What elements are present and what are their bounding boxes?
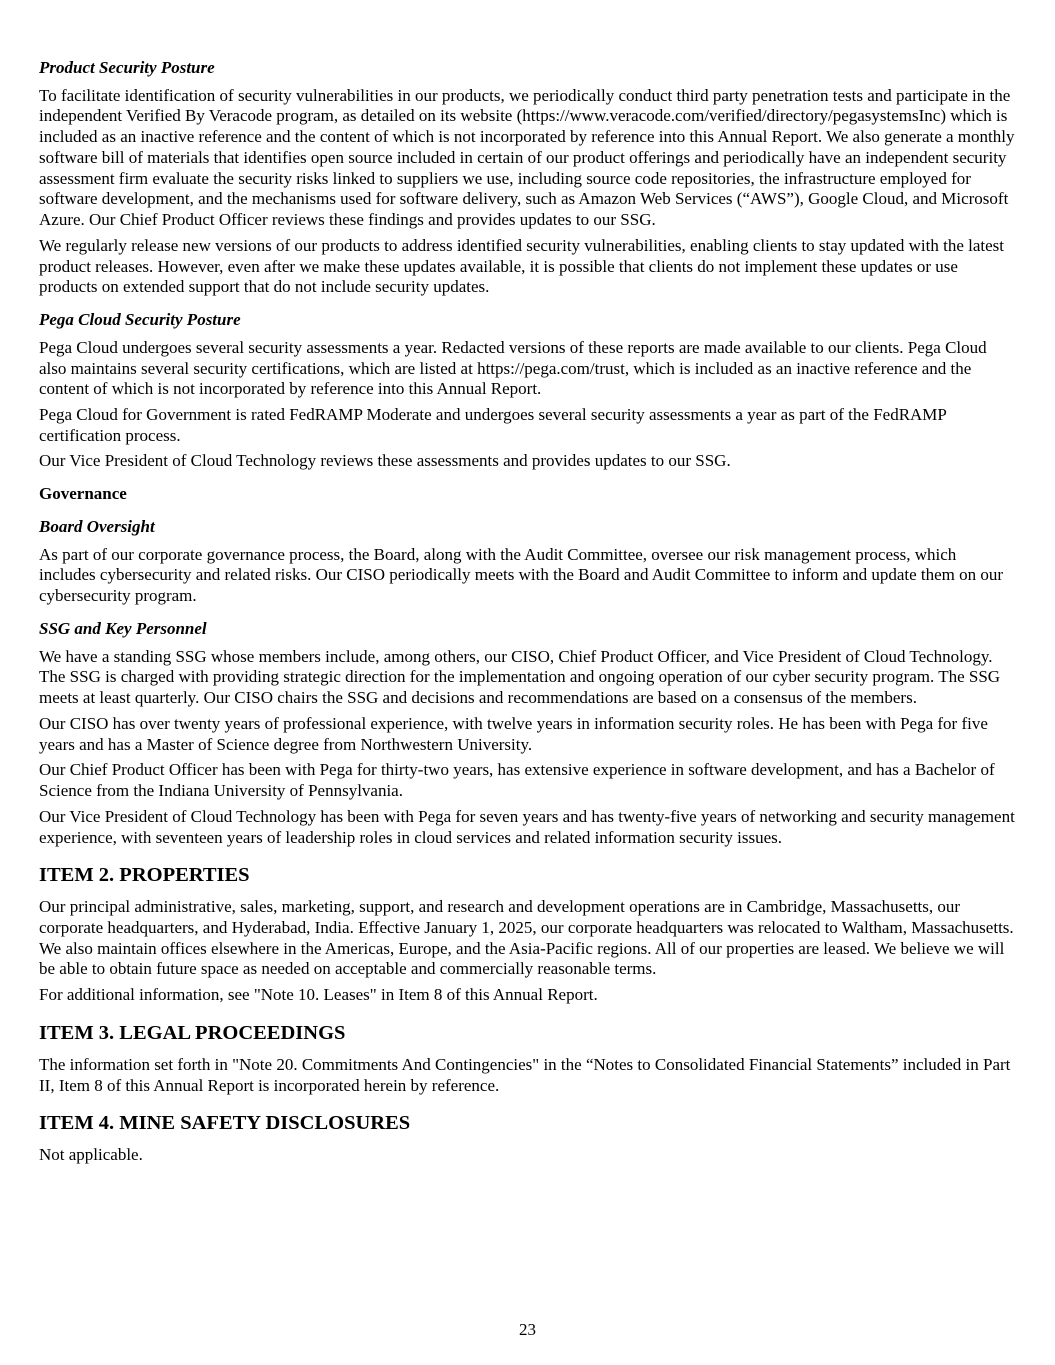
paragraph-pega-cloud-1: Pega Cloud undergoes several security assessments a year. Redacted versions of these reports are made available to our clients. Pega Cloud also maintains several security certifications, which are listed at https://pega.com/trust, which is included as an inactive reference and the content of which is not incorporated by reference into this Annual Report.: [39, 337, 987, 399]
paragraph-board-oversight: As part of our corporate governance process, the Board, along with the Audit Committee, oversee our risk management process, which includes cybersecurity and related risks. Our CISO periodically meets with the Board and Audit Committee to inform and update them on our cybersecurity program.: [39, 544, 1004, 606]
heading-item-3-legal-proceedings: ITEM 3. LEGAL PROCEEDINGS: [39, 1021, 346, 1044]
paragraph-product-security-1: To facilitate identification of security vulnerabilities in our products, we periodically conduct third party penetration tests and participate in the independent Verified By Veracode program, as detailed on its website (https://www.veracode.com/verified/directory/pegasystemsInc) which is included as an inactive reference and the content of which is not incorporated by reference into this Annual Report. We also generate a monthly software bill of materials that identifies open source included in certain of our product offerings and periodically have an independent security assessment firm evaluate the security risks linked to suppliers we use, including source code repositories, the infrastructure employed for software development, and the mechanisms used for software delivery, such as Amazon Web Services (“AWS”), Google Cloud, and Microsoft Azure. Our Chief Product Officer reviews these findings and provides updates to our SSG.: [39, 85, 1015, 230]
paragraph-properties-1: Our principal administrative, sales, marketing, support, and research and development operations are in Cambridge, Massachusetts, our corporate headquarters, and Hyderabad, India. Effective January 1, 2025, our corporate headquarters was relocated to Waltham, Massachusetts. We also maintain offices elsewhere in the Americas, Europe, and the Asia-Pacific regions. All of our properties are leased. We believe we will be able to obtain future space as needed on acceptable and commercially reasonable terms.: [39, 897, 1014, 979]
paragraph-pega-cloud-2: Pega Cloud for Government is rated FedRAMP Moderate and undergoes several security assessments a year as part of the FedRAMP certification process.: [39, 405, 947, 445]
heading-governance: Governance: [39, 484, 127, 504]
heading-ssg-key-personnel: SSG and Key Personnel: [39, 618, 207, 638]
paragraph-properties-2: For additional information, see "Note 10. Leases" in Item 8 of this Annual Report.: [39, 985, 598, 1005]
paragraph-legal-proceedings: The information set forth in "Note 20. Commitments And Contingencies" in the “Notes to Consolidated Financial Statements” included in Part II, Item 8 of this Annual Report is incorporated herein by reference.: [39, 1054, 1011, 1095]
paragraph-ssg-4: Our Vice President of Cloud Technology has been with Pega for seven years and has twenty-five years of networking and security management experience, with seventeen years of leadership roles in cloud services and related information security issues.: [39, 806, 1015, 847]
paragraph-pega-cloud-3: Our Vice President of Cloud Technology reviews these assessments and provides updates to our SSG.: [39, 451, 731, 471]
paragraph-product-security-2: We regularly release new versions of our products to address identified security vulnerabilities, enabling clients to stay updated with the latest product releases. However, even after we make these updates available, it is possible that clients do not implement these updates or use products on extended support that do not include security updates.: [39, 235, 1004, 297]
paragraph-ssg-2: Our CISO has over twenty years of professional experience, with twelve years in information security roles. He has been with Pega for five years and has a Master of Science degree from Northwestern University.: [39, 713, 988, 754]
page-number: 23: [519, 1320, 536, 1340]
paragraph-ssg-3: Our Chief Product Officer has been with Pega for thirty-two years, has extensive experience in software development, and has a Bachelor of Science from the Indiana University of Pennsylvania.: [39, 760, 995, 801]
heading-item-4-mine-safety: ITEM 4. MINE SAFETY DISCLOSURES: [39, 1112, 411, 1135]
heading-pega-cloud-security-posture: Pega Cloud Security Posture: [39, 310, 241, 330]
heading-board-oversight: Board Oversight: [39, 516, 155, 536]
paragraph-ssg-1: We have a standing SSG whose members include, among others, our CISO, Chief Product Officer, and Vice President of Cloud Technology. The SSG is charged with providing strategic direction for the implementation and ongoing operation of our cyber security program. The SSG meets at least quarterly. Our CISO chairs the SSG and decisions and recommendations are based on a consensus of the members.: [39, 646, 1001, 708]
heading-product-security-posture: Product Security Posture: [39, 58, 215, 77]
heading-item-2-properties: ITEM 2. PROPERTIES: [39, 864, 250, 887]
paragraph-mine-safety: Not applicable.: [39, 1145, 143, 1165]
